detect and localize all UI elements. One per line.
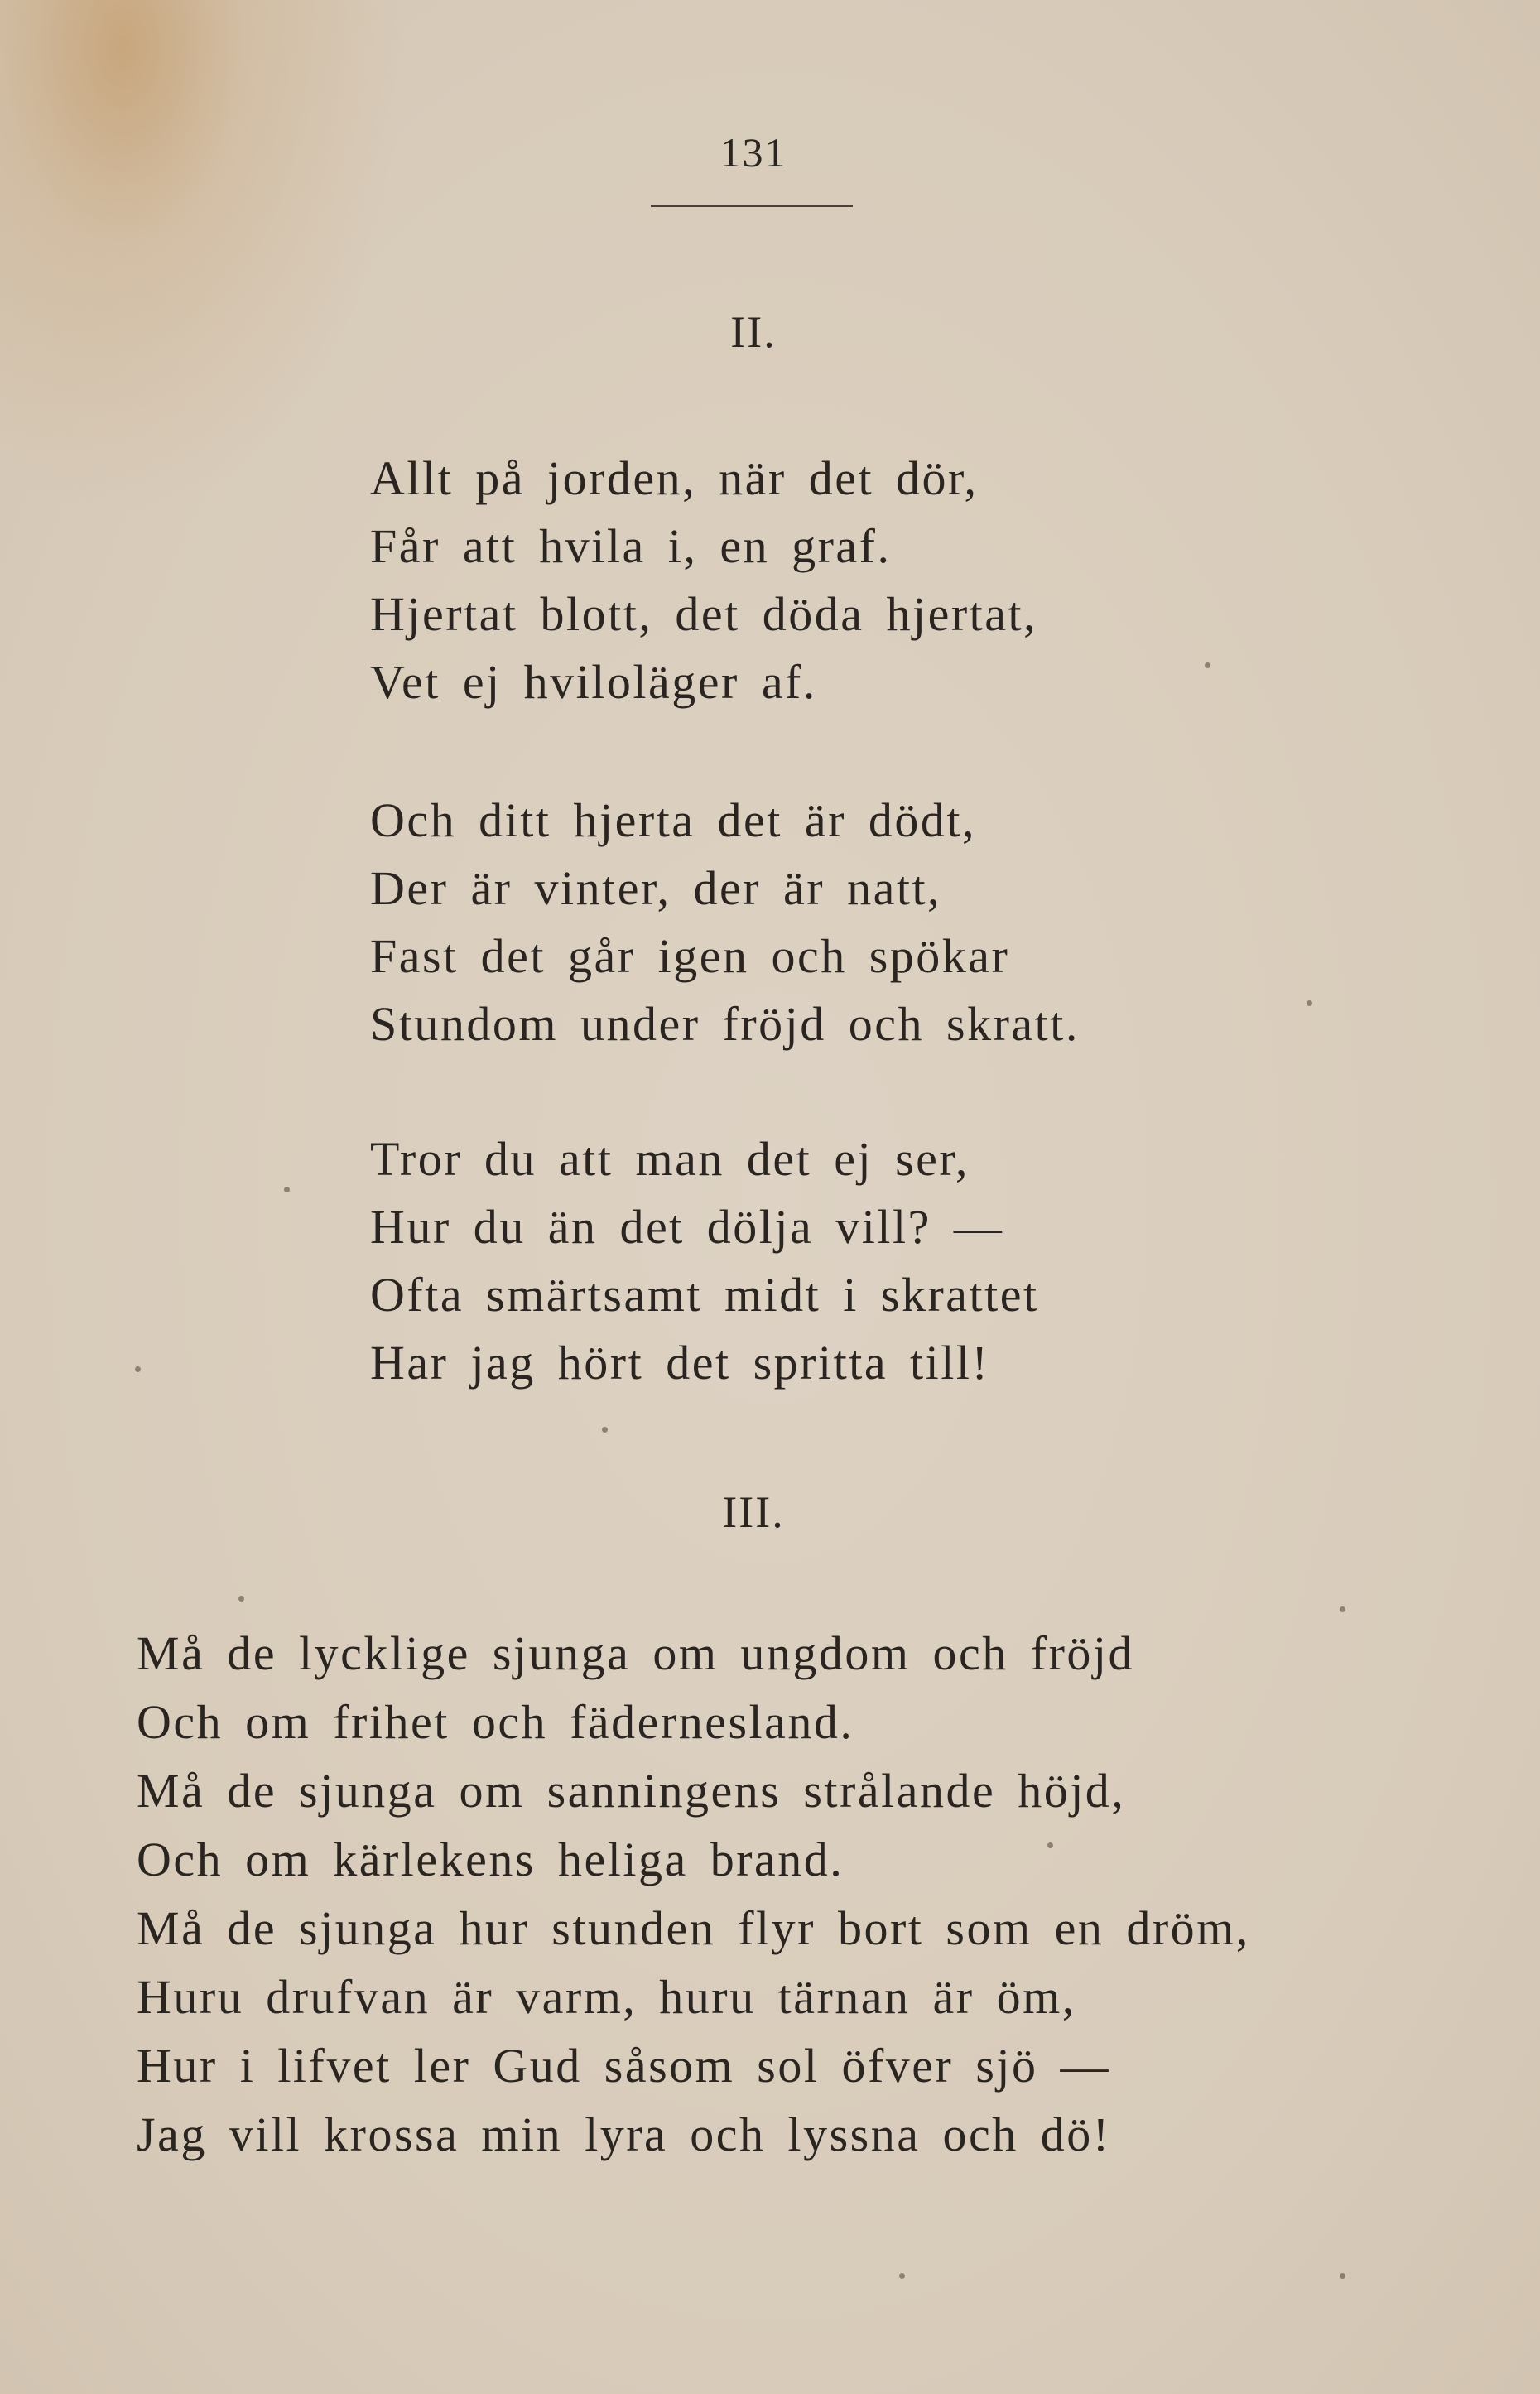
paper-speck bbox=[284, 1187, 290, 1192]
section-heading-ii: II. bbox=[730, 307, 777, 357]
poem-line: Må de lycklige sjunga om ungdom och fröjd bbox=[137, 1626, 1135, 1680]
paper-speck bbox=[1047, 1842, 1053, 1848]
paper-speck bbox=[899, 2273, 905, 2279]
stanza-ii-3 bbox=[370, 1125, 1039, 1397]
poem-line: Huru drufvan är varm, huru tärnan är öm, bbox=[137, 1970, 1076, 2024]
poem-line: Får att hvila i, en graf. bbox=[370, 519, 892, 573]
section-heading-iii: III. bbox=[722, 1487, 785, 1537]
paper-speck bbox=[1340, 1606, 1345, 1612]
poem-line: Och om kärlekens heliga brand. bbox=[137, 1833, 845, 1886]
paper-speck bbox=[602, 1427, 608, 1433]
paper-speck bbox=[1307, 1000, 1312, 1006]
poem-line: Må de sjunga om sanningens strålande höjd, bbox=[137, 1764, 1126, 1818]
poem-line: Har jag hört det spritta till! bbox=[370, 1336, 990, 1390]
paper-speck bbox=[135, 1366, 141, 1372]
poem-line: Ofta smärtsamt midt i skrattet bbox=[370, 1268, 1039, 1322]
stanza-iii-1 bbox=[137, 1619, 1250, 2169]
paper-speck bbox=[1205, 662, 1210, 668]
poem-line: Fast det går igen och spökar bbox=[370, 929, 1010, 983]
poem-line: Tror du att man det ej ser, bbox=[370, 1132, 970, 1186]
poem-line: Hur du än det dölja vill? — bbox=[370, 1200, 1004, 1254]
stanza-ii-2 bbox=[370, 787, 1080, 1058]
paper-speck bbox=[1340, 2273, 1345, 2279]
poem-line: Hur i lifvet ler Gud såsom sol öfver sjö — bbox=[137, 2039, 1111, 2093]
poem-line: Och om frihet och fädernesland. bbox=[137, 1695, 854, 1749]
poem-line: Hjertat blott, det döda hjertat, bbox=[370, 587, 1038, 641]
poem-line: Stundom under fröjd och skratt. bbox=[370, 997, 1080, 1051]
poem-line: Och ditt hjerta det är dödt, bbox=[370, 793, 977, 847]
poem-line: Må de sjunga hur stunden flyr bort som en dröm, bbox=[137, 1901, 1250, 1955]
page-number: 131 bbox=[719, 129, 787, 176]
poem-line: Vet ej hviloläger af. bbox=[370, 655, 817, 709]
stanza-ii-1 bbox=[370, 445, 1037, 716]
poem-line: Der är vinter, der är natt, bbox=[370, 861, 942, 915]
poem-line: Allt på jorden, när det dör, bbox=[370, 451, 979, 505]
poem-line: Jag vill krossa min lyra och lyssna och dö! bbox=[137, 2107, 1111, 2161]
paper-speck bbox=[238, 1596, 244, 1602]
header-rule bbox=[651, 205, 853, 207]
